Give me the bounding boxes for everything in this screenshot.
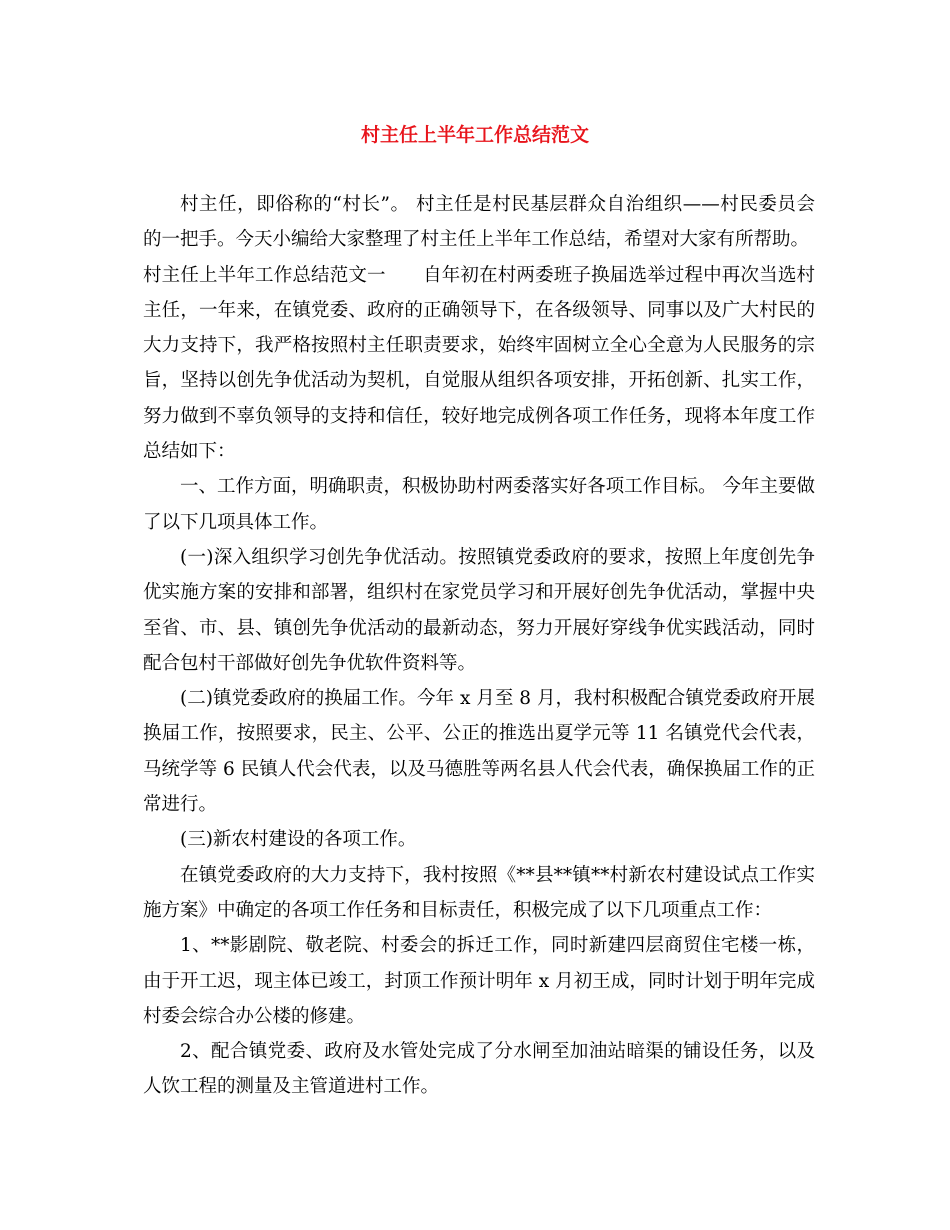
item-three-heading: (三)新农村建设的各项工作。	[180, 829, 417, 851]
document-body	[143, 187, 815, 1105]
item-one-paragraph: (一)深入组织学习创先争优活动。按照镇党委政府的要求，按照上年度创先争优实施方案的安排和部署，组织村在家党员学习和开展好创先争优活动，掌握中央至省、市、县、镇创先争优活动的最新动态，努力开展好穿线争优实践活动，同时配合包村干部做好创先争优软件资料等。	[143, 546, 815, 674]
document-title: 村主任上半年工作总结范文	[360, 124, 589, 146]
intro-paragraph: 村主任，即俗称的“村长”。 村主任是村民基层群众自治组织——村民委员会的一把手。今天小编给大家整理了村主任上半年工作总结，希望对大家有所帮助。	[143, 194, 815, 251]
item-two-paragraph: (二)镇党委政府的换届工作。今年 x 月至 8 月，我村积极配合镇党委政府开展换届工作，按照要求，民主、公平、公正的推选出夏学元等 11 名镇党代会代表，马统学等 6 民镇人代会代表，以及马德胜等两名县人代会代表，确保换届工作的正常进行。	[143, 688, 815, 816]
item-three-intro-paragraph: 在镇党委政府的大力支持下，我村按照《**县**镇**村新农村建设试点工作实施方案》中确定的各项工作任务和目标责任，积极完成了以下几项重点工作：	[143, 864, 815, 921]
task-two-paragraph: 2、配合镇党委、政府及水管处完成了分水闸至加油站暗渠的铺设任务，以及人饮工程的测量及主管道进村工作。	[143, 1041, 815, 1098]
section-one-heading-paragraph: 一、工作方面，明确职责，积极协助村两委落实好各项工作目标。 今年主要做了以下几项具体工作。	[143, 476, 815, 533]
task-one-paragraph: 1、**影剧院、敬老院、村委会的拆迁工作，同时新建四层商贸住宅楼一栋，由于开工迟，现主体已竣工，封顶工作预计明年 x 月初王成，同时计划于明年完成村委会综合办公楼的修建。	[143, 935, 815, 1027]
summary-paragraph: 村主任上半年工作总结范文一 自年初在村两委班子换届选举过程中再次当选村主任，一年来，在镇党委、政府的正确领导下，在各级领导、同事以及广大村民的大力支持下，我严格按照村主任职责要求，始终牢固树立全心全意为人民服务的宗旨，坚持以创先争优活动为契机，自觉服从组织各项安排，开拓创新、扎实工作，努力做到不辜负领导的支持和信任，较好地完成例各项工作任务，现将本年度工作总结如下：	[143, 264, 815, 463]
